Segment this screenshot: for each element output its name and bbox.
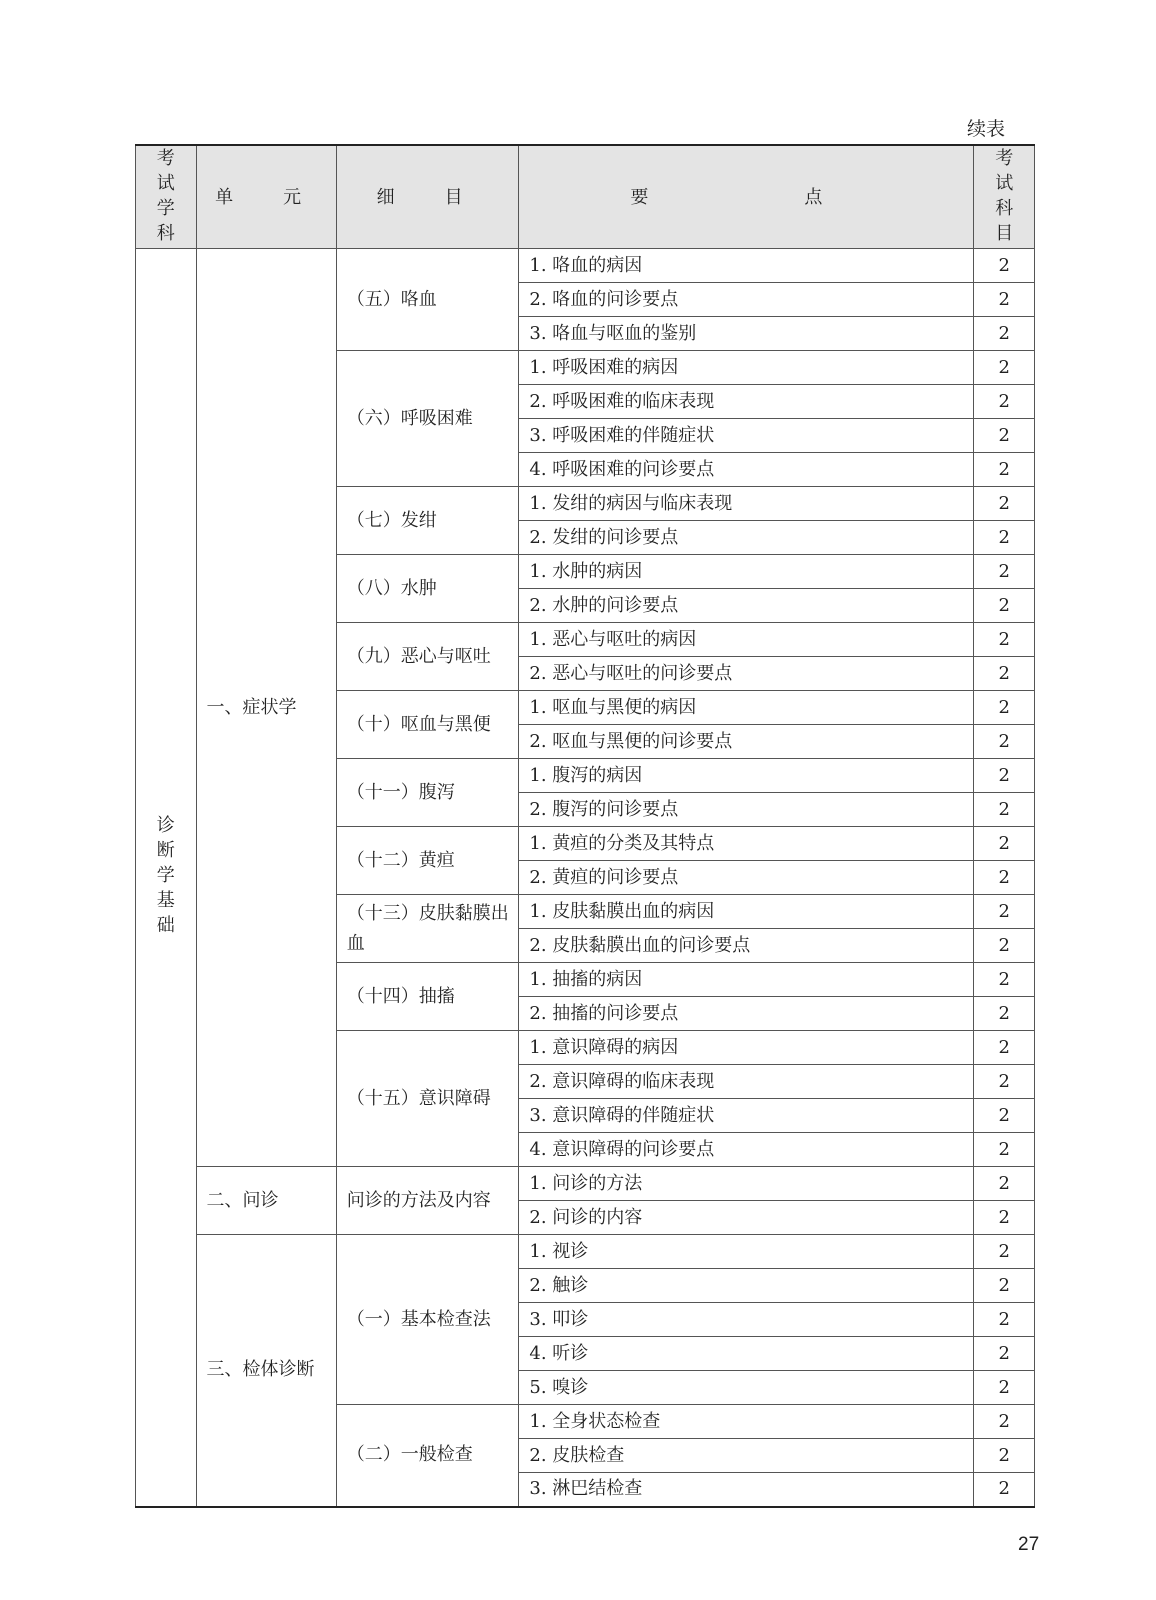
count-cell: 2 [974,521,1035,555]
count-cell: 2 [974,1167,1035,1201]
unit-cell: 二、问诊 [196,1167,336,1235]
detail-cell: （八）水肿 [336,555,519,623]
count-cell: 2 [974,1439,1035,1473]
header-unit: 单 元 [196,145,336,249]
detail-cell: （十四）抽搐 [336,963,519,1031]
count-cell: 2 [974,929,1035,963]
detail-cell: （十）呕血与黑便 [336,691,519,759]
count-cell: 2 [974,895,1035,929]
point-cell: 1. 恶心与呕吐的病因 [519,623,974,657]
detail-cell: （七）发绀 [336,487,519,555]
point-cell: 1. 全身状态检查 [519,1405,974,1439]
count-cell: 2 [974,657,1035,691]
table-row [136,1167,1035,1201]
point-cell: 1. 视诊 [519,1235,974,1269]
point-cell: 3. 淋巴结检查 [519,1473,974,1507]
count-cell: 2 [974,1303,1035,1337]
detail-cell: （五）咯血 [336,249,519,351]
header-count: 考试科目 [974,145,1035,249]
count-cell: 2 [974,861,1035,895]
count-cell: 2 [974,453,1035,487]
subject-cell: 诊断学基础 [136,249,197,1507]
count-cell: 2 [974,1269,1035,1303]
point-cell: 1. 问诊的方法 [519,1167,974,1201]
count-cell: 2 [974,419,1035,453]
unit-cell: 三、检体诊断 [196,1235,336,1507]
header-detail: 细 目 [336,145,519,249]
count-cell: 2 [974,827,1035,861]
point-cell: 2. 触诊 [519,1269,974,1303]
continued-label: 续表 [967,118,1006,140]
point-cell: 2. 呼吸困难的临床表现 [519,385,974,419]
count-cell: 2 [974,725,1035,759]
point-cell: 1. 咯血的病因 [519,249,974,283]
count-cell: 2 [974,1099,1035,1133]
detail-cell: （十二）黄疸 [336,827,519,895]
count-cell: 2 [974,691,1035,725]
point-cell: 2. 呕血与黑便的问诊要点 [519,725,974,759]
count-cell: 2 [974,1235,1035,1269]
count-cell: 2 [974,1371,1035,1405]
point-cell: 1. 呕血与黑便的病因 [519,691,974,725]
point-cell: 4. 意识障碍的问诊要点 [519,1133,974,1167]
point-cell: 3. 呼吸困难的伴随症状 [519,419,974,453]
point-cell: 2. 发绀的问诊要点 [519,521,974,555]
count-cell: 2 [974,1031,1035,1065]
count-cell: 2 [974,317,1035,351]
unit-cell: 一、症状学 [196,249,336,1167]
count-cell: 2 [974,793,1035,827]
detail-cell: （十三）皮肤黏膜出血 [336,895,519,963]
count-cell: 2 [974,1473,1035,1507]
point-cell: 2. 腹泻的问诊要点 [519,793,974,827]
point-cell: 1. 抽搐的病因 [519,963,974,997]
page-number: 27 [1018,1534,1040,1555]
syllabus-table [135,144,1035,1508]
detail-cell: （九）恶心与呕吐 [336,623,519,691]
count-cell: 2 [974,555,1035,589]
table-body [136,249,1035,1507]
count-cell: 2 [974,623,1035,657]
point-cell: 1. 发绀的病因与临床表现 [519,487,974,521]
point-cell: 1. 皮肤黏膜出血的病因 [519,895,974,929]
point-cell: 3. 意识障碍的伴随症状 [519,1099,974,1133]
count-cell: 2 [974,1133,1035,1167]
point-cell: 1. 腹泻的病因 [519,759,974,793]
count-cell: 2 [974,963,1035,997]
point-cell: 1. 呼吸困难的病因 [519,351,974,385]
count-cell: 2 [974,1337,1035,1371]
point-cell: 2. 皮肤检查 [519,1439,974,1473]
detail-cell: （二）一般检查 [336,1405,519,1507]
point-cell: 1. 水肿的病因 [519,555,974,589]
header-subject: 考试学科 [136,145,197,249]
header-row [136,145,1035,249]
point-cell: 2. 黄疸的问诊要点 [519,861,974,895]
detail-cell: （十一）腹泻 [336,759,519,827]
count-cell: 2 [974,1065,1035,1099]
header-points: 要 点 [519,145,974,249]
detail-cell: 问诊的方法及内容 [336,1167,519,1235]
point-cell: 4. 听诊 [519,1337,974,1371]
count-cell: 2 [974,1405,1035,1439]
point-cell: 2. 水肿的问诊要点 [519,589,974,623]
count-cell: 2 [974,249,1035,283]
count-cell: 2 [974,283,1035,317]
point-cell: 2. 抽搐的问诊要点 [519,997,974,1031]
point-cell: 2. 恶心与呕吐的问诊要点 [519,657,974,691]
detail-cell: （十五）意识障碍 [336,1031,519,1167]
count-cell: 2 [974,385,1035,419]
count-cell: 2 [974,487,1035,521]
point-cell: 2. 问诊的内容 [519,1201,974,1235]
count-cell: 2 [974,759,1035,793]
point-cell: 1. 意识障碍的病因 [519,1031,974,1065]
detail-cell: （六）呼吸困难 [336,351,519,487]
point-cell: 3. 叩诊 [519,1303,974,1337]
point-cell: 2. 皮肤黏膜出血的问诊要点 [519,929,974,963]
point-cell: 5. 嗅诊 [519,1371,974,1405]
point-cell: 1. 黄疸的分类及其特点 [519,827,974,861]
point-cell: 2. 咯血的问诊要点 [519,283,974,317]
table-row [136,1235,1035,1269]
count-cell: 2 [974,997,1035,1031]
point-cell: 4. 呼吸困难的问诊要点 [519,453,974,487]
count-cell: 2 [974,351,1035,385]
count-cell: 2 [974,1201,1035,1235]
table-row [136,249,1035,283]
point-cell: 2. 意识障碍的临床表现 [519,1065,974,1099]
count-cell: 2 [974,589,1035,623]
detail-cell: （一）基本检查法 [336,1235,519,1405]
point-cell: 3. 咯血与呕血的鉴别 [519,317,974,351]
